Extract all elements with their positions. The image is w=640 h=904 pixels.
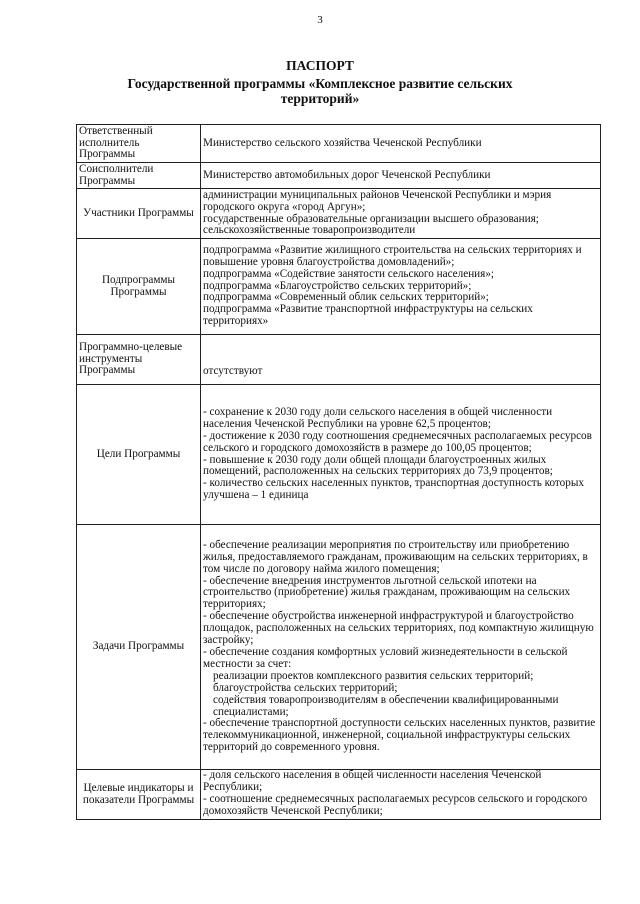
label-goals: Цели Программы — [77, 385, 201, 525]
label-participants: Участники Программы — [77, 189, 201, 239]
row-goals — [77, 385, 601, 525]
document-subtitle: Государственной программы «Комплексное развитие сельских территорий» — [127, 76, 513, 106]
participants-line: администрации муниципальных районов Чеченской Республики и мэрия городского округа «город Аргун»; — [203, 188, 552, 213]
indicator-item: - соотношение среднемесячных располагаемых ресурсов сельского и городского домохозяйств Чеченской Республики; — [203, 792, 588, 817]
row-executor — [77, 125, 601, 163]
row-tasks — [77, 525, 601, 770]
subprogram-item: подпрограмма «Развитие транспортной инфраструктуры на сельских территориях» — [203, 303, 533, 328]
row-subprograms — [77, 239, 601, 335]
label-coexecutors: Соисполнители Программы — [77, 163, 201, 189]
value-participants — [201, 189, 601, 239]
row-coexecutors — [77, 163, 601, 189]
subprogram-item: подпрограмма «Развитие жилищного строительства на сельских территориях и повышение уровня благоустройства домовладений»; — [203, 243, 582, 268]
row-indicators — [77, 770, 601, 820]
task-sub-item: содействия товаропроизводителям в обеспечении квалифицированными специалистами; — [213, 693, 559, 718]
label-indicators: Целевые индикаторы и показатели Программы — [77, 770, 201, 820]
document-title: ПАСПОРТ — [286, 58, 354, 73]
row-participants — [77, 189, 601, 239]
task-item: - обеспечение реализации мероприятия по строительству или приобретению жилья, предоставляемого гражданам, проживающим на сельских территориях, в том числе по договору найма жилого помещения; — [203, 538, 588, 575]
value-indicators — [201, 770, 601, 820]
goal-item: - достижение к 2030 году соотношения среднемесячных располагаемых ресурсов сельского и городского домохозяйств в размере до 100,05 процентов; — [203, 429, 592, 454]
row-instruments — [77, 335, 601, 385]
participants-line: сельскохозяйственные товаропроизводители — [203, 224, 416, 237]
goal-item: - сохранение к 2030 году доли сельского населения в общей численности населения Чеченской Республики на уровне 62,5 процентов; — [203, 405, 553, 430]
value-subprograms — [201, 239, 601, 335]
value-instruments: отсутствуют — [201, 335, 601, 385]
task-item: - обеспечение создания комфортных условий жизнедеятельности в сельской местности за счет: — [203, 646, 568, 670]
task-item: - обеспечение обустройства инженерной инфраструктурой и благоустройство площадок, расположенных на сельских территориях, под компактную жилищную застройку; — [203, 610, 594, 647]
label-tasks: Задачи Программы — [77, 525, 201, 770]
goal-item: - повышение к 2030 году доли общей площади благоустроенных жилых помещений, расположенных на сельских территориях до 73,9 процентов; — [203, 453, 553, 478]
indicator-item: - доля сельского населения в общей численности населения Чеченской Республики; — [203, 769, 542, 793]
task-sub-item: благоустройства сельских территорий; — [213, 681, 398, 694]
label-instruments: Программно-целевые инструменты Программы — [77, 335, 201, 385]
label-executor: Ответственный исполнитель Программы — [77, 125, 201, 163]
value-executor: Министерство сельского хозяйства Чеченской Республики — [201, 125, 601, 163]
subprogram-item: подпрограмма «Современный облик сельских территорий»; — [203, 291, 489, 304]
passport-table — [76, 124, 601, 820]
value-tasks — [201, 525, 601, 770]
participants-line: государственные образовательные организации высшего образования; — [203, 212, 539, 225]
page-number: 3 — [317, 14, 323, 26]
subprogram-item: подпрограмма «Благоустройство сельских территорий»; — [203, 279, 472, 292]
subprogram-item: подпрограмма «Содействие занятости сельского населения»; — [203, 267, 495, 280]
task-item: - обеспечение внедрения инструментов льготной сельской ипотеки на строительство (приобретение) жилья гражданам, проживающим на сельских территориях; — [203, 574, 571, 611]
task-item: - обеспечение транспортной доступности сельских населенных пунктов, развитие телекоммуникационной, инженерной, социальной инфраструктуры сельских территорий до современного уровня. — [203, 717, 596, 754]
goal-item: - количество сельских населенных пунктов, транспортная доступность которых улучшена – 1 единица — [203, 477, 584, 502]
value-goals — [201, 385, 601, 525]
label-subprograms: Подпрограммы Программы — [77, 239, 201, 335]
task-sub-item: реализации проектов комплексного развития сельских территорий; — [213, 669, 534, 682]
value-coexecutors: Министерство автомобильных дорог Чеченской Республики — [201, 163, 601, 189]
